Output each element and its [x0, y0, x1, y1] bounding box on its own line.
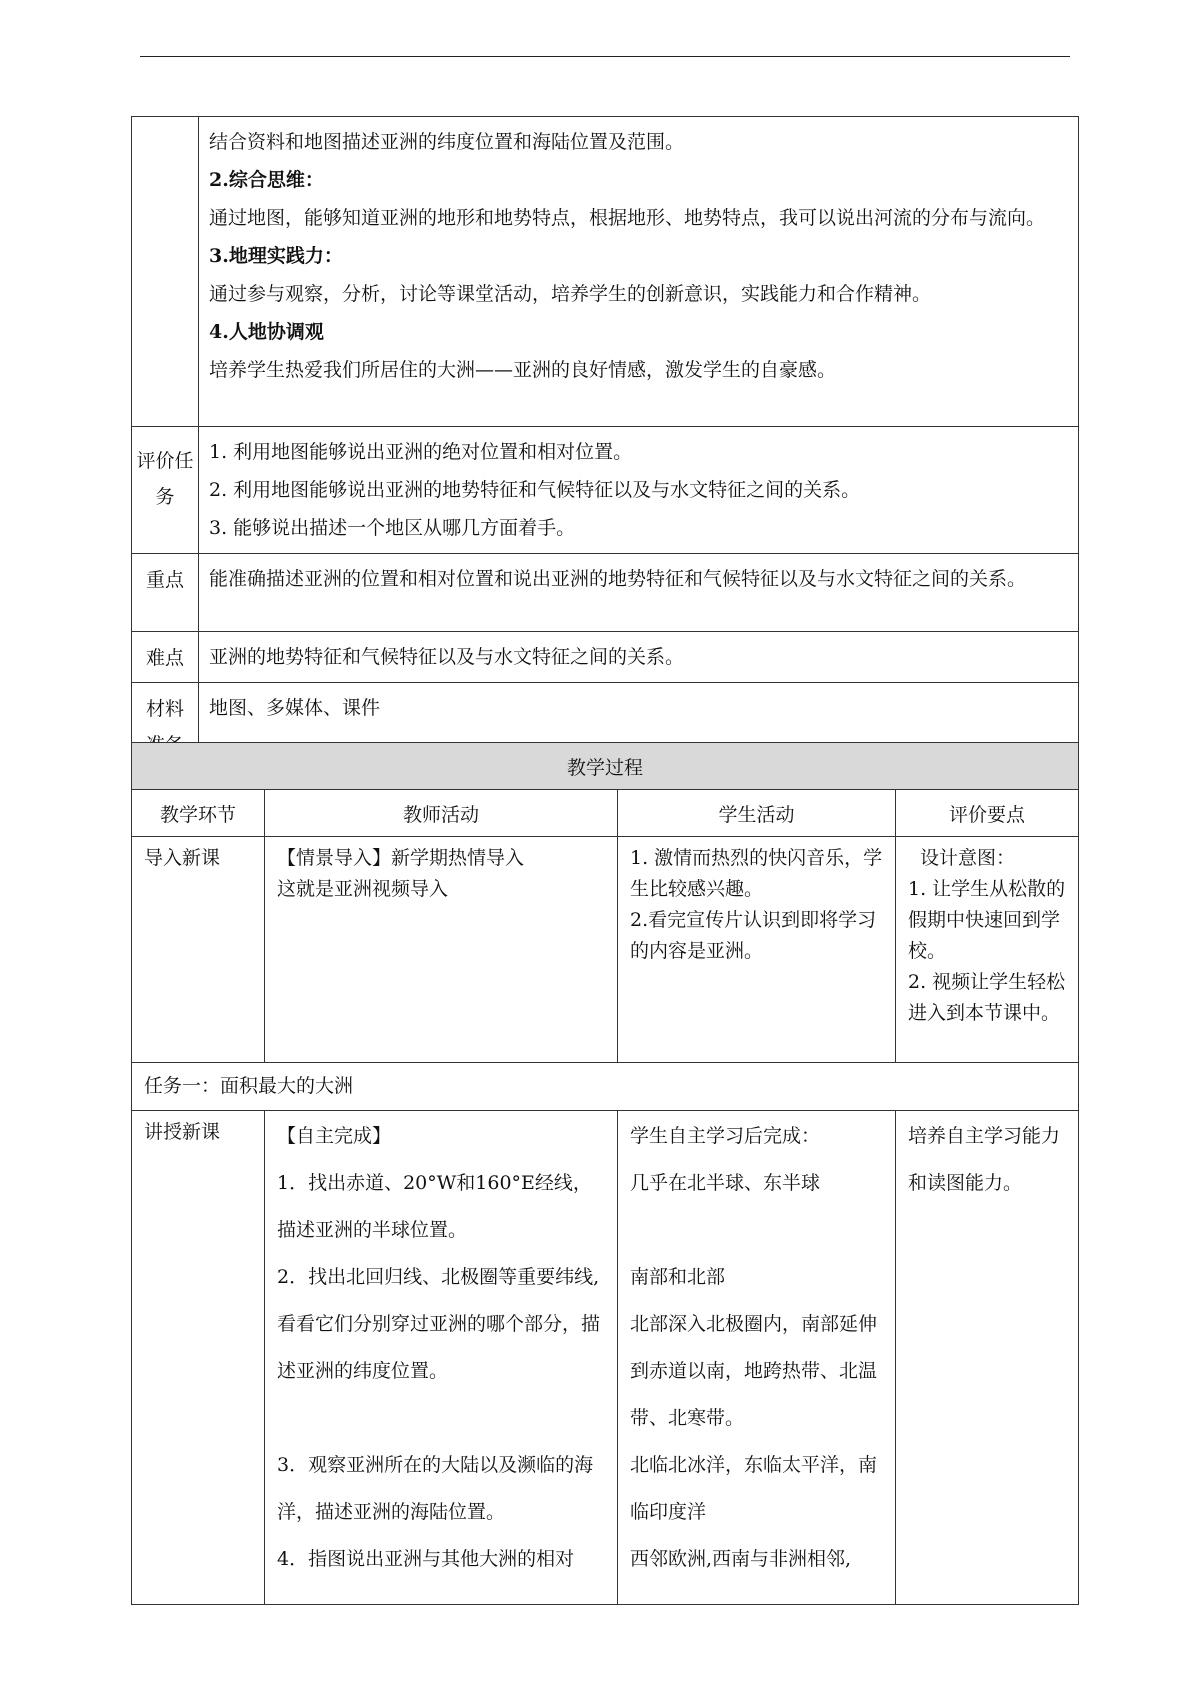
lecture-student-line-4: 北部深入北极圈内，南部延伸到赤道以南，地跨热带、北温带、北寒带。	[630, 1313, 878, 1429]
evaluation-cell	[199, 427, 1079, 554]
objectives-intro: 结合资料和地图描述亚洲的纬度位置和海陆位置及范围。	[209, 131, 685, 153]
intro-evaluation-line-1: 设计意图：	[920, 847, 1016, 869]
objective-heading-harmony: 4.人地协调观	[209, 321, 324, 343]
header-rule	[140, 56, 1070, 57]
process-title: 教学过程	[132, 743, 1079, 790]
lecture-student-line-3: 南部和北部	[630, 1266, 726, 1288]
task-row: 任务一：面积最大的大洲	[132, 1063, 1079, 1111]
intro-student-cell	[618, 837, 896, 1063]
difficulties-text: 亚洲的地势特征和气候特征以及与水文特征之间的关系。	[199, 632, 1079, 683]
lecture-student-line-2: 几乎在北半球、东半球	[630, 1172, 821, 1194]
objectives-cell	[199, 117, 1079, 427]
lecture-student-line-1: 学生自主学习后完成：	[630, 1125, 821, 1147]
column-header-student: 学生活动	[618, 790, 896, 837]
objective-heading-practice: 3.地理实践力：	[209, 245, 343, 267]
lecture-teacher-line-2: 1．找出赤道、20°W和160°E经线，描述亚洲的半球位置。	[277, 1172, 592, 1241]
materials-label: 材料	[132, 683, 199, 764]
objective-text-thinking: 通过地图，能够知道亚洲的地形和地势特点，根据地形、地势特点，我可以说出河流的分布与流向。	[209, 207, 1046, 229]
column-header-evaluation: 评价要点	[896, 790, 1079, 837]
lecture-student-line-5: 北临北冰洋，东临太平洋，南临印度洋	[630, 1454, 878, 1523]
evaluation-item-2: 2. 利用地图能够说出亚洲的地势特征和气候特征以及与水文特征之间的关系。	[209, 479, 861, 501]
lecture-teacher-line-1: 【自主完成】	[277, 1125, 392, 1147]
intro-student-line-1: 1. 激情而热烈的快闪音乐，学生比较感兴趣。	[630, 847, 883, 900]
lecture-teacher-line-5: 4．指图说出亚洲与其他大洲的相对	[277, 1548, 575, 1570]
evaluation-item-1: 1. 利用地图能够说出亚洲的绝对位置和相对位置。	[209, 441, 633, 463]
lecture-teacher-cell	[265, 1111, 618, 1605]
lecture-student-cell	[618, 1111, 896, 1605]
intro-stage: 导入新课	[132, 837, 265, 1063]
evaluation-label: 评价任务	[132, 427, 199, 554]
intro-evaluation-line-2: 1. 让学生从松散的假期中快速回到学校。	[908, 878, 1066, 962]
teaching-process-table	[131, 742, 1079, 1605]
objective-text-harmony: 培养学生热爱我们所居住的大洲——亚洲的良好情感，激发学生的自豪感。	[209, 359, 837, 381]
intro-teacher-cell	[265, 837, 618, 1063]
lecture-teacher-line-4: 3．观察亚洲所在的大陆以及濒临的海洋，描述亚洲的海陆位置。	[277, 1454, 594, 1523]
column-header-teacher: 教师活动	[265, 790, 618, 837]
lecture-evaluation: 培养自主学习能力和读图能力。	[896, 1111, 1079, 1605]
column-header-stage: 教学环节	[132, 790, 265, 837]
intro-teacher-line-2: 这就是亚洲视频导入	[277, 878, 449, 900]
lesson-info-table	[131, 116, 1079, 764]
intro-teacher-line-1: 【情景导入】新学期热情导入	[277, 847, 525, 869]
evaluation-item-3: 3. 能够说出描述一个地区从哪几方面着手。	[209, 517, 576, 539]
intro-evaluation-cell	[896, 837, 1079, 1063]
lecture-stage: 讲授新课	[132, 1111, 265, 1605]
lecture-teacher-line-3: 2．找出北回归线、北极圈等重要纬线,看看它们分别穿过亚洲的哪个部分，描述亚洲的纬度位置。	[277, 1266, 601, 1382]
objective-text-practice: 通过参与观察，分析，讨论等课堂活动，培养学生的创新意识，实践能力和合作精神。	[209, 283, 932, 305]
objectives-label-cell	[132, 117, 199, 427]
key-points-text: 能准确描述亚洲的位置和相对位置和说出亚洲的地势特征和气候特征以及与水文特征之间的关系。	[199, 554, 1079, 632]
objective-heading-thinking: 2.综合思维：	[209, 169, 324, 191]
materials-text: 地图、多媒体、课件	[199, 683, 1079, 764]
difficulties-label: 难点	[132, 632, 199, 683]
key-points-label: 重点	[132, 554, 199, 632]
lecture-student-line-6: 西邻欧洲,西南与非洲相邻,	[630, 1548, 852, 1570]
intro-student-line-2: 2.看完宣传片认识到即将学习的内容是亚洲。	[630, 909, 877, 962]
intro-evaluation-line-3: 2. 视频让学生轻松进入到本节课中。	[908, 971, 1066, 1024]
